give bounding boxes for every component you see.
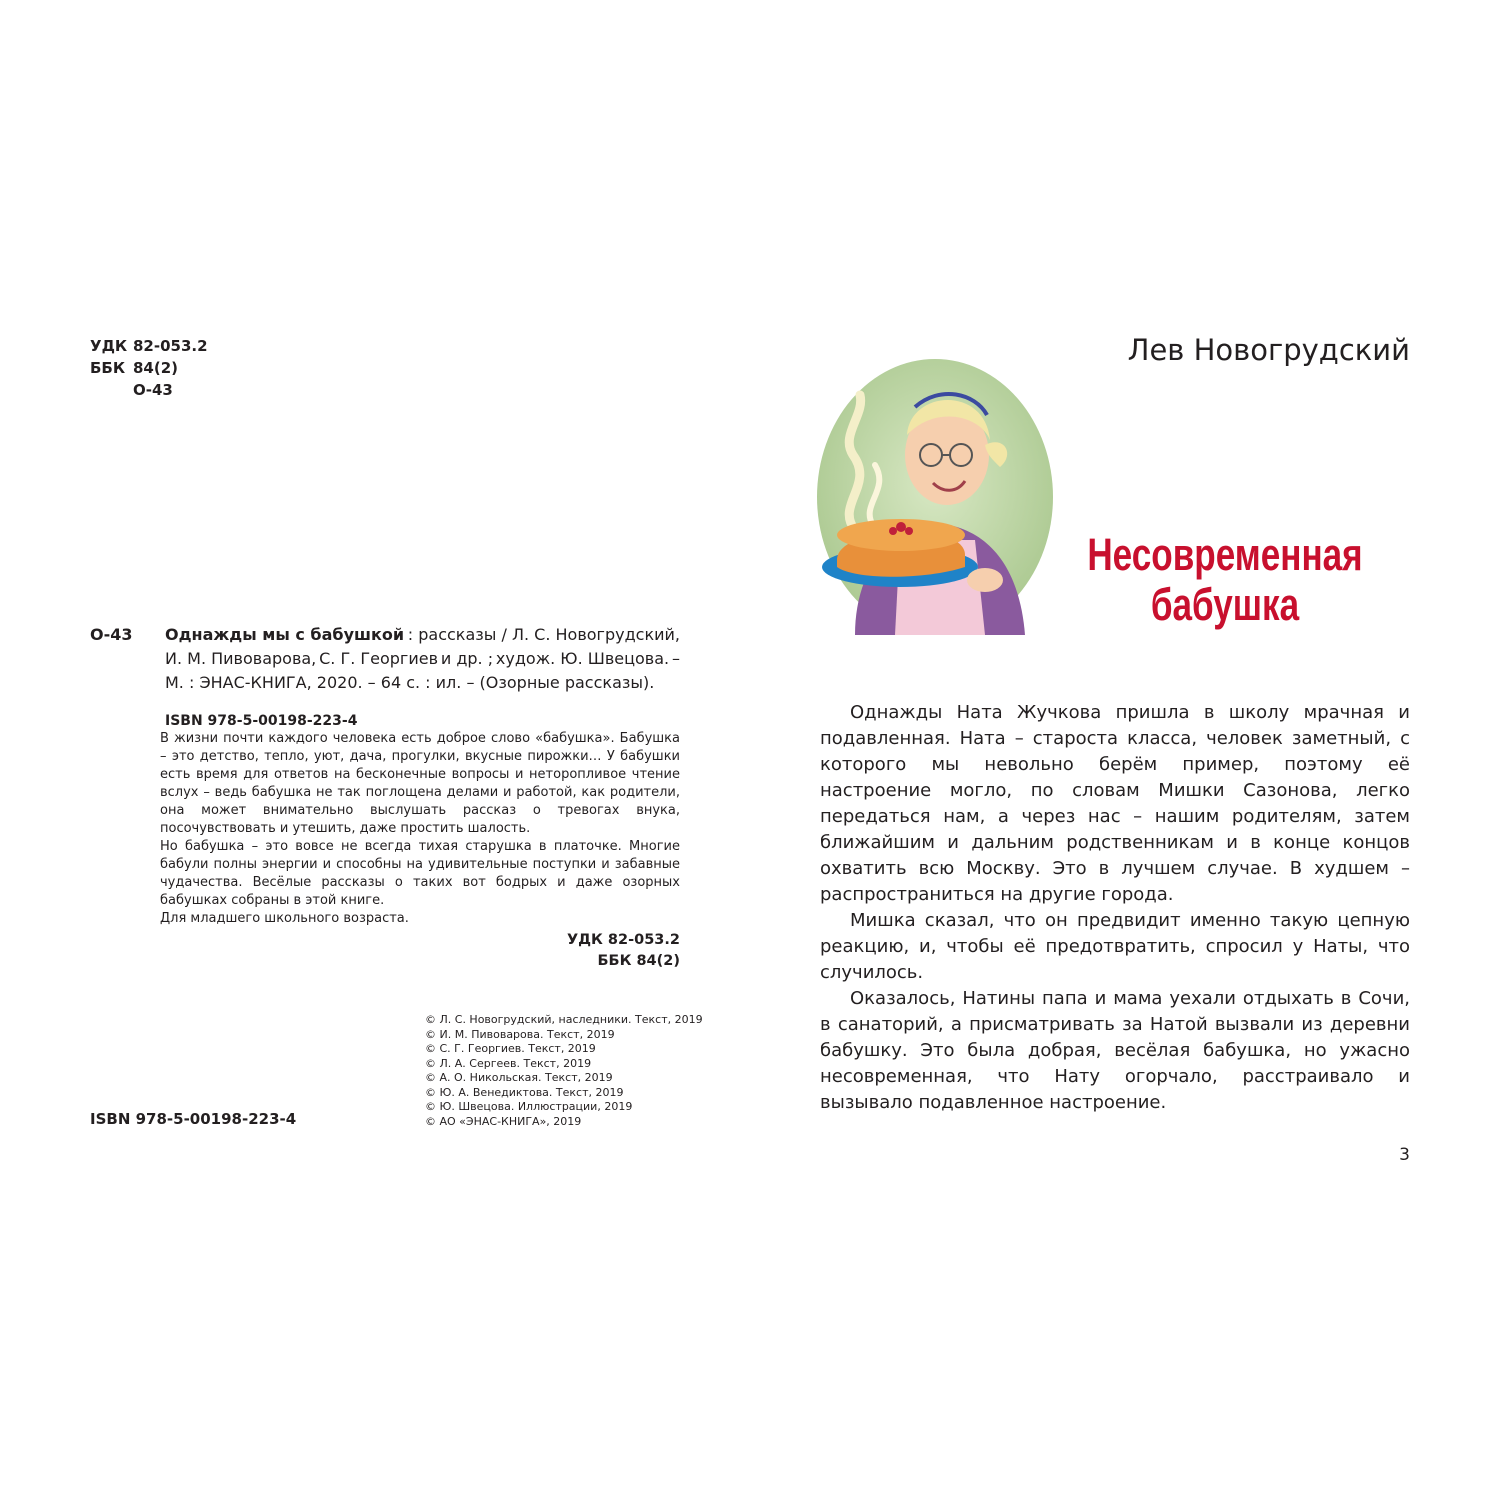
annotation-bbk: ББК 84(2) (597, 953, 680, 969)
udk-value: 82-053.2 (133, 337, 208, 355)
story-paragraph: Мишка сказал, что он предвидит именно такую цепную реакцию, и, чтобы её предотвратить, спросил у Наты, что случилось. (820, 910, 1410, 983)
page-number: 3 (1399, 1145, 1410, 1165)
card-line-2 (165, 647, 680, 671)
annotation-p1: В жизни почти каждого человека есть доброе слово «бабушка». Бабушка – это детство, тепло, уют, дача, прогулки, вкусные пирожки… У бабушки есть время для ответов на бесконечные вопросы и неторопливое чтение вслух – ведь бабушка не так поглощена делами и работой, как родители, она может внимательно выслушать рассказ о тревогах внука, посочувствовать и утешить, даже простить шалость. (160, 731, 680, 836)
copyright-line: © Л. А. Сергеев. Текст, 2019 (425, 1056, 592, 1070)
catalog-card (90, 623, 680, 733)
grandmother-illustration (815, 355, 1055, 635)
story-text (820, 700, 1410, 1116)
card-l2-part: и др. ; (440, 649, 494, 668)
card-line-1 (165, 623, 680, 647)
card-l2-part: И. М. Пивоварова, (165, 649, 317, 668)
berry (905, 527, 913, 535)
bbk-value: 84(2) (133, 359, 179, 377)
card-isbn: ISBN 978-5-00198-223-4 (165, 713, 358, 729)
card-l2-part: худож. Ю. Швецова. (495, 649, 670, 668)
isbn-bottom: ISBN 978-5-00198-223-4 (90, 1110, 297, 1128)
story-title-line-1: Несовременная (1087, 529, 1363, 580)
story-title-line-2: бабушка (1150, 579, 1300, 630)
card-code: О-43 (90, 625, 133, 644)
book-title: Однажды мы с бабушкой (165, 625, 405, 644)
author-sign: О-43 (133, 381, 173, 399)
annotation-udk: УДК 82-053.2 (566, 932, 680, 948)
copyright-line: © С. Г. Георгиев. Текст, 2019 (425, 1042, 596, 1055)
annotation-p2: Но бабушка – это вовсе не всегда тихая старушка в платочке. Многие бабули полны энергии и способны на удивительные поступки и забавные чудачества. Весёлые рассказы о таких вот бодрых и даже озорных бабушках собраны в этой книге. (160, 839, 680, 908)
annotation (160, 730, 680, 928)
copyright-line: © И. М. Пивоварова. Текст, 2019 (425, 1027, 615, 1041)
udk-label: УДК (90, 337, 128, 355)
card-line-3: М. : ЭНАС-КНИГА, 2020. – 64 с. : ил. – (Озорные рассказы). (165, 673, 655, 692)
annotation-classification (400, 930, 680, 972)
story-title (1081, 530, 1370, 630)
annotation-p3: Для младшего школьного возраста. (160, 911, 409, 926)
copyright-line: © АО «ЭНАС-КНИГА», 2019 (425, 1114, 582, 1128)
bbk-label: ББК (90, 359, 126, 377)
copyright-block (425, 1013, 703, 1129)
berry (896, 522, 906, 532)
copyright-line: © Ю. Швецова. Иллюстрации, 2019 (425, 1100, 633, 1113)
story-paragraph: Оказалось, Натины папа и мама уехали отдыхать в Сочи, в санаторий, а присматривать за Натой вызвали из деревни бабушку. Это была добрая, весёлая бабушка, но ужасно несовременная, что Нату огорчало, расстраивало и вызывало подавленное настроение. (820, 988, 1410, 1113)
udk-block (90, 335, 208, 401)
card-l2-part: С. Г. Георгиев (319, 649, 438, 668)
author-name: Лев Новогрудский (1127, 333, 1410, 367)
berry (889, 527, 897, 535)
copyright-line: © А. О. Никольская. Текст, 2019 (425, 1071, 613, 1084)
story-paragraph: Однажды Ната Жучкова пришла в школу мрачная и подавленная. Ната – староста класса, человек заметный, с которого мы невольно берём пример, поэтому её настроение могло, по словам Мишки Сазонова, легко передаться нам, а через нас – нашим родителям, затем ближайшим и дальним родственникам и в конце концов охватить всю Москву. Это в лучшем случае. В худшем – распространиться на другие города. (820, 702, 1410, 905)
card-line-1-rest: : рассказы / Л. С. Новогрудский, (407, 625, 680, 644)
copyright-line: © Л. С. Новогрудский, наследники. Текст, 2019 (425, 1013, 703, 1026)
card-l2-part: – (671, 649, 680, 668)
copyright-line: © Ю. А. Венедиктова. Текст, 2019 (425, 1085, 624, 1099)
hand (967, 568, 1003, 592)
